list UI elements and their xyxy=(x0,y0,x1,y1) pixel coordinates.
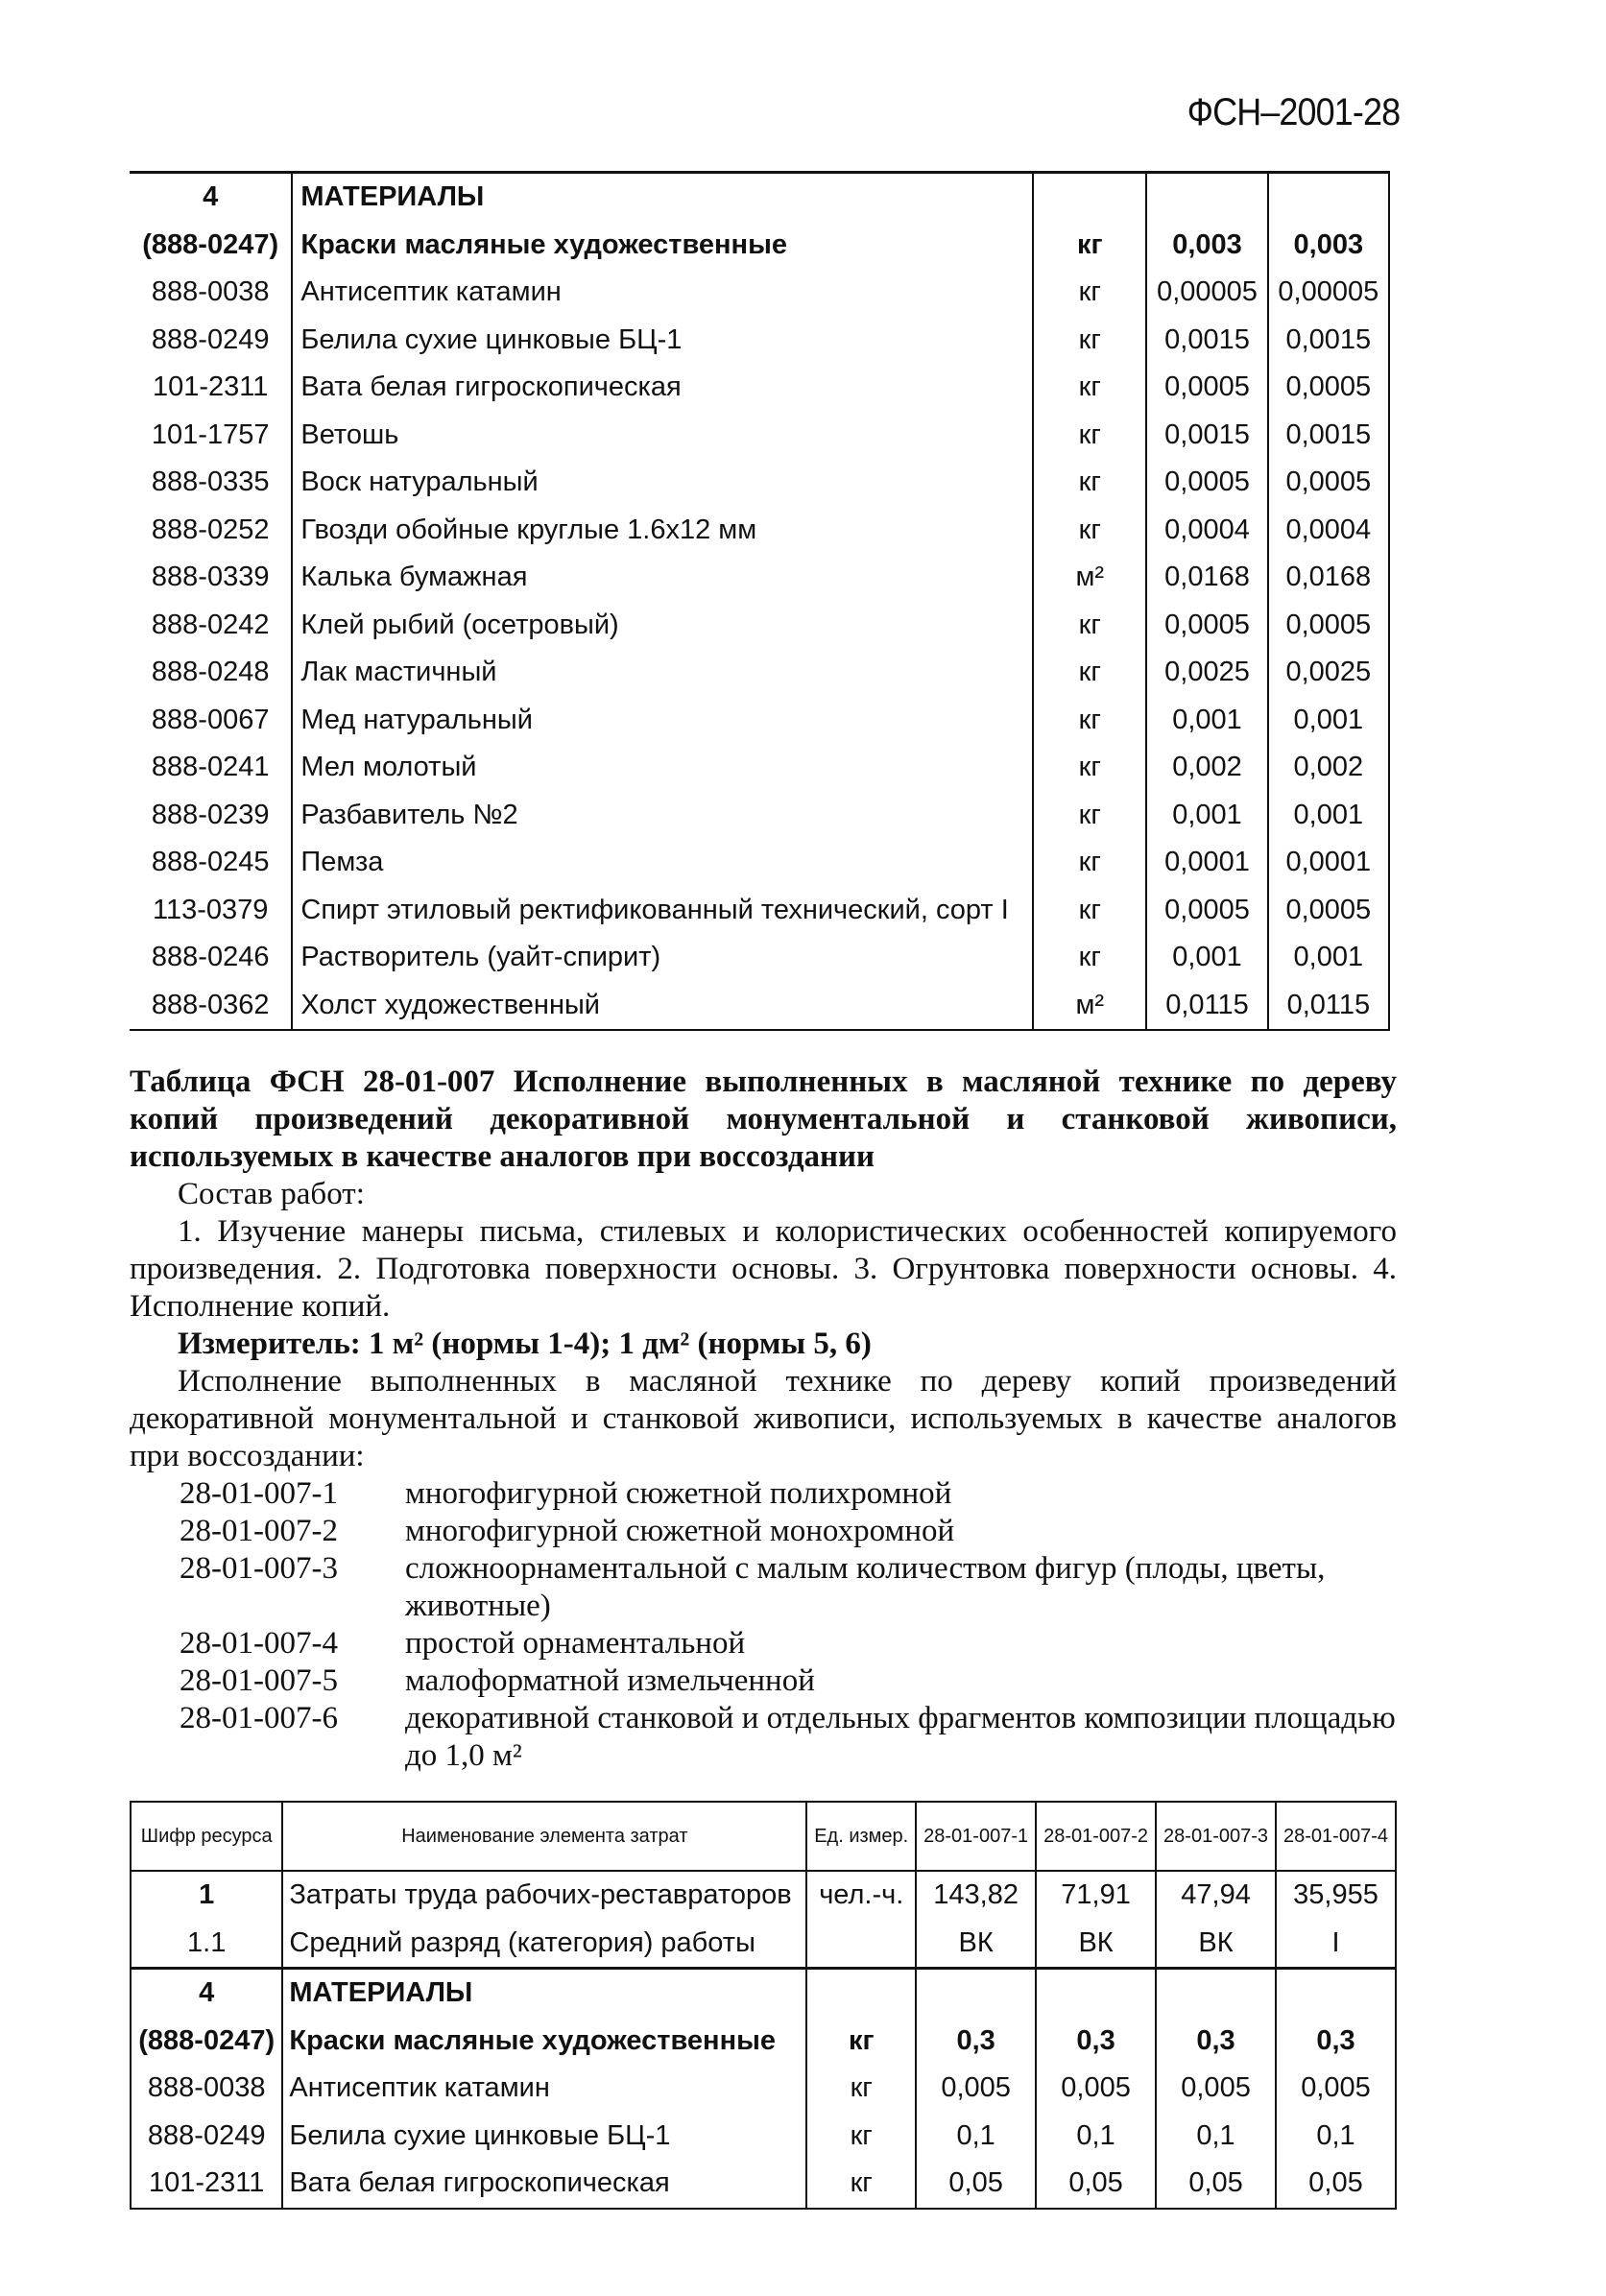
table-title: Таблица ФСН 28-01-007 Исполнение выполненных в масляной технике по дереву копий произведений декоративной монументальной и станковой живописи, используемых в качестве аналогов при воссоздании xyxy=(130,1064,1397,1174)
table-row xyxy=(131,1920,1396,1969)
materials-table-continued xyxy=(130,171,1390,1031)
works-text: 1. Изучение манеры письма, стилевых и колористических особенностей копируемого произведения. 2. Подготовка поверхности основы. 3. Огрунтовка поверхности основы. 4. Исполнение копий. xyxy=(130,1214,1397,1324)
table-row xyxy=(130,887,1389,935)
resource-name: Спирт этиловый ректификованный технический, сорт I xyxy=(292,887,1033,935)
resource-name: Клей рыбий (осетровый) xyxy=(292,602,1033,650)
value-col-1: 0,0005 xyxy=(1146,887,1267,935)
value-col-3: 0,05 xyxy=(1156,2160,1276,2209)
resources-table xyxy=(130,1801,1397,2210)
value-col-4: 0,1 xyxy=(1276,2113,1396,2161)
resource-code: (888-0247) xyxy=(130,222,292,270)
table-row xyxy=(131,2113,1396,2161)
unit-cell: кг xyxy=(1033,364,1146,412)
value-col-3: 0,3 xyxy=(1156,2018,1276,2066)
resource-name: Краски масляные художественные xyxy=(292,222,1033,270)
value-col-1: 0,002 xyxy=(1146,744,1267,792)
resource-name: Мед натуральный xyxy=(292,697,1033,745)
resource-code: 888-0239 xyxy=(130,792,292,840)
resource-name: Белила сухие цинковые БЦ-1 xyxy=(282,2113,806,2161)
resource-name: Гвозди обойные круглые 1.6х12 мм xyxy=(292,507,1033,555)
value-col-1: 0,0001 xyxy=(1146,839,1267,887)
resource-code: 888-0249 xyxy=(130,317,292,365)
value-col-2: 0,0168 xyxy=(1268,554,1389,602)
value-col-3: 0,1 xyxy=(1156,2113,1276,2161)
unit-cell: кг xyxy=(1033,412,1146,460)
value-col-1: 0,0015 xyxy=(1146,317,1267,365)
resource-name: Антисептик катамин xyxy=(292,269,1033,317)
value-col-1: 143,82 xyxy=(916,1871,1036,1920)
table-row xyxy=(130,792,1389,840)
value-col-4: 0,3 xyxy=(1276,2018,1396,2066)
resource-code: 888-0067 xyxy=(130,697,292,745)
norm-number: 28-01-007-3 xyxy=(180,1551,338,1586)
value-col-2: 0,002 xyxy=(1268,744,1389,792)
unit-cell: кг xyxy=(1033,269,1146,317)
resource-code: 888-0246 xyxy=(130,934,292,982)
measure-unit: Измеритель: 1 м² (нормы 1-4); 1 дм² (нормы 5, 6) xyxy=(178,1327,872,1361)
header-col-2: 28-01-007-2 xyxy=(1036,1802,1156,1871)
table-row xyxy=(131,1871,1396,1920)
value-col-2: 0,1 xyxy=(1036,2113,1156,2161)
value-col-2: ВК xyxy=(1036,1920,1156,1969)
table-row xyxy=(130,839,1389,887)
value-col-1: 0,3 xyxy=(916,2018,1036,2066)
value-col-4: 0,05 xyxy=(1276,2160,1396,2209)
value-col-3: 47,94 xyxy=(1156,1871,1276,1920)
norm-number: 28-01-007-1 xyxy=(180,1476,338,1511)
table-row xyxy=(130,173,1389,222)
resource-name: Разбавитель №2 xyxy=(292,792,1033,840)
resource-name: Растворитель (уайт-спирит) xyxy=(292,934,1033,982)
resource-code: 888-0362 xyxy=(130,982,292,1031)
table-row xyxy=(130,412,1389,460)
resource-code: 101-1757 xyxy=(130,412,292,460)
table-row xyxy=(131,2065,1396,2113)
table-row xyxy=(130,269,1389,317)
unit-cell: кг xyxy=(1033,507,1146,555)
value-col-1: 0,001 xyxy=(1146,792,1267,840)
resource-name: Средний разряд (категория) работы xyxy=(282,1920,806,1969)
resource-code: 888-0252 xyxy=(130,507,292,555)
header-unit: Ед. измер. xyxy=(806,1802,916,1871)
value-col-1: 0,005 xyxy=(916,2065,1036,2113)
value-col-3: 0,005 xyxy=(1156,2065,1276,2113)
unit-cell: кг xyxy=(1033,697,1146,745)
table-row xyxy=(130,317,1389,365)
value-col-1: 0,1 xyxy=(916,2113,1036,2161)
norm-number: 28-01-007-2 xyxy=(180,1514,338,1548)
resource-code: 113-0379 xyxy=(130,887,292,935)
value-col-1 xyxy=(916,1969,1036,2018)
unit-cell: кг xyxy=(1033,602,1146,650)
value-col-2: 0,3 xyxy=(1036,2018,1156,2066)
value-col-3 xyxy=(1156,1969,1276,2018)
norm-description-text: многофигурной сюжетной полихромной xyxy=(405,1476,952,1511)
header-col-4: 28-01-007-4 xyxy=(1276,1802,1396,1871)
norm-description-text: многофигурной сюжетной монохромной xyxy=(405,1514,955,1548)
value-col-1: 0,0005 xyxy=(1146,364,1267,412)
value-col-2: 0,0115 xyxy=(1268,982,1389,1031)
resource-code: (888-0247) xyxy=(131,2018,282,2066)
intro-text: Исполнение выполненных в масляной технике по дереву копий произведений декоративной монументальной и станковой живописи, используемых в качестве аналогов при воссоздании: xyxy=(130,1364,1397,1473)
value-col-4: I xyxy=(1276,1920,1396,1969)
table-row xyxy=(131,2018,1396,2066)
value-col-2 xyxy=(1036,1969,1156,2018)
resource-code: 101-2311 xyxy=(130,364,292,412)
value-col-1: 0,0115 xyxy=(1146,982,1267,1031)
list-item xyxy=(130,1513,1397,1550)
value-col-2: 0,001 xyxy=(1268,792,1389,840)
value-col-2: 0,00005 xyxy=(1268,269,1389,317)
value-col-1: 0,0005 xyxy=(1146,602,1267,650)
value-col-1: 0,0168 xyxy=(1146,554,1267,602)
value-col-2: 0,0005 xyxy=(1268,602,1389,650)
unit-cell xyxy=(806,1969,916,2018)
table-row xyxy=(130,602,1389,650)
table-row xyxy=(130,649,1389,697)
table-row xyxy=(130,697,1389,745)
value-col-2: 0,001 xyxy=(1268,934,1389,982)
value-col-2 xyxy=(1268,173,1389,222)
value-col-1: 0,001 xyxy=(1146,697,1267,745)
list-item xyxy=(130,1550,1397,1625)
value-col-2: 0,0001 xyxy=(1268,839,1389,887)
value-col-2: 0,0015 xyxy=(1268,412,1389,460)
unit-cell: кг xyxy=(1033,839,1146,887)
norm-description-text: простой орнаментальной xyxy=(405,1626,746,1661)
resource-code: 888-0242 xyxy=(130,602,292,650)
resource-name: Пемза xyxy=(292,839,1033,887)
value-col-2: 0,0025 xyxy=(1268,649,1389,697)
unit-cell xyxy=(1033,173,1146,222)
header-col-1: 28-01-007-1 xyxy=(916,1802,1036,1871)
resource-code: 1 xyxy=(131,1871,282,1920)
norm-description-text: сложноорнаментальной с малым количеством фигур (плоды, цветы, животные) xyxy=(405,1551,1326,1623)
resource-name: Воск натуральный xyxy=(292,459,1033,507)
unit-cell: кг xyxy=(1033,222,1146,270)
resource-name: МАТЕРИАЛЫ xyxy=(282,1969,806,2018)
norm-number: 28-01-007-5 xyxy=(180,1663,338,1698)
unit-cell: м² xyxy=(1033,554,1146,602)
resource-code: 888-0248 xyxy=(130,649,292,697)
list-item xyxy=(130,1662,1397,1700)
unit-cell: кг xyxy=(1033,317,1146,365)
resource-code: 4 xyxy=(131,1969,282,2018)
list-item xyxy=(130,1625,1397,1662)
value-col-2: 0,0005 xyxy=(1268,459,1389,507)
value-col-1: 0,05 xyxy=(916,2160,1036,2209)
unit-cell: кг xyxy=(1033,744,1146,792)
resource-name: Белила сухие цинковые БЦ-1 xyxy=(292,317,1033,365)
resource-code: 1.1 xyxy=(131,1920,282,1969)
value-col-2: 0,05 xyxy=(1036,2160,1156,2209)
resource-name: Антисептик катамин xyxy=(282,2065,806,2113)
table-row xyxy=(130,364,1389,412)
resource-name: МАТЕРИАЛЫ xyxy=(292,173,1033,222)
unit-cell: чел.-ч. xyxy=(806,1871,916,1920)
table-row xyxy=(130,982,1389,1031)
resource-name: Лак мастичный xyxy=(292,649,1033,697)
resource-name: Калька бумажная xyxy=(292,554,1033,602)
resource-name: Затраты труда рабочих-реставраторов xyxy=(282,1871,806,1920)
resource-name: Вата белая гигроскопическая xyxy=(282,2160,806,2209)
value-col-4: 35,955 xyxy=(1276,1871,1396,1920)
unit-cell: кг xyxy=(806,2160,916,2209)
norm-number: 28-01-007-4 xyxy=(180,1626,338,1661)
value-col-2: 0,003 xyxy=(1268,222,1389,270)
value-col-1: ВК xyxy=(916,1920,1036,1969)
resource-code: 888-0249 xyxy=(131,2113,282,2161)
resource-code: 888-0038 xyxy=(130,269,292,317)
unit-cell: кг xyxy=(1033,649,1146,697)
resource-code: 888-0038 xyxy=(131,2065,282,2113)
norm-description-text: малоформатной измельченной xyxy=(405,1663,815,1698)
resource-code: 4 xyxy=(130,173,292,222)
resource-name: Вата белая гигроскопическая xyxy=(292,364,1033,412)
unit-cell: кг xyxy=(806,2113,916,2161)
value-col-1: 0,0005 xyxy=(1146,459,1267,507)
unit-cell: кг xyxy=(1033,459,1146,507)
resource-code: 888-0241 xyxy=(130,744,292,792)
unit-cell: кг xyxy=(806,2065,916,2113)
header-col-3: 28-01-007-3 xyxy=(1156,1802,1276,1871)
table-row xyxy=(130,507,1389,555)
value-col-2: 0,0005 xyxy=(1268,887,1389,935)
table-row xyxy=(130,744,1389,792)
table-row xyxy=(130,222,1389,270)
norm-description-text: декоративной станковой и отдельных фрагментов композиции площадью до 1,0 м² xyxy=(405,1701,1396,1773)
list-item xyxy=(130,1700,1397,1775)
resource-code: 888-0339 xyxy=(130,554,292,602)
value-col-1: 0,0025 xyxy=(1146,649,1267,697)
value-col-1: 0,0004 xyxy=(1146,507,1267,555)
unit-cell: кг xyxy=(1033,792,1146,840)
value-col-3: ВК xyxy=(1156,1920,1276,1969)
value-col-2: 0,001 xyxy=(1268,697,1389,745)
resource-name: Холст художественный xyxy=(292,982,1033,1031)
table-row xyxy=(130,934,1389,982)
value-col-1: 0,001 xyxy=(1146,934,1267,982)
value-col-1 xyxy=(1146,173,1267,222)
resource-code: 888-0335 xyxy=(130,459,292,507)
header-code: Шифр ресурса xyxy=(131,1802,282,1871)
value-col-4: 0,005 xyxy=(1276,2065,1396,2113)
value-col-1: 0,0015 xyxy=(1146,412,1267,460)
table-row xyxy=(131,2160,1396,2209)
unit-cell: кг xyxy=(1033,934,1146,982)
value-col-4 xyxy=(1276,1969,1396,2018)
unit-cell: кг xyxy=(1033,887,1146,935)
resource-code: 888-0245 xyxy=(130,839,292,887)
resource-name: Краски масляные художественные xyxy=(282,2018,806,2066)
unit-cell: кг xyxy=(806,2018,916,2066)
unit-cell: м² xyxy=(1033,982,1146,1031)
value-col-2: 0,0005 xyxy=(1268,364,1389,412)
value-col-1: 0,00005 xyxy=(1146,269,1267,317)
norm-description xyxy=(130,1064,1397,1775)
header-name: Наименование элемента затрат xyxy=(282,1802,806,1871)
value-col-1: 0,003 xyxy=(1146,222,1267,270)
table-row xyxy=(131,1969,1396,2018)
unit-cell xyxy=(806,1920,916,1969)
table-row xyxy=(130,554,1389,602)
list-item xyxy=(130,1475,1397,1513)
resource-code: 101-2311 xyxy=(131,2160,282,2209)
document-id: ФСН–2001-28 xyxy=(1187,91,1400,133)
norm-list xyxy=(130,1475,1397,1775)
resource-name: Мел молотый xyxy=(292,744,1033,792)
value-col-2: 71,91 xyxy=(1036,1871,1156,1920)
works-label: Состав работ: xyxy=(178,1177,365,1211)
value-col-2: 0,005 xyxy=(1036,2065,1156,2113)
table-row xyxy=(130,459,1389,507)
resource-name: Ветошь xyxy=(292,412,1033,460)
norm-number: 28-01-007-6 xyxy=(180,1701,338,1735)
value-col-2: 0,0015 xyxy=(1268,317,1389,365)
value-col-2: 0,0004 xyxy=(1268,507,1389,555)
